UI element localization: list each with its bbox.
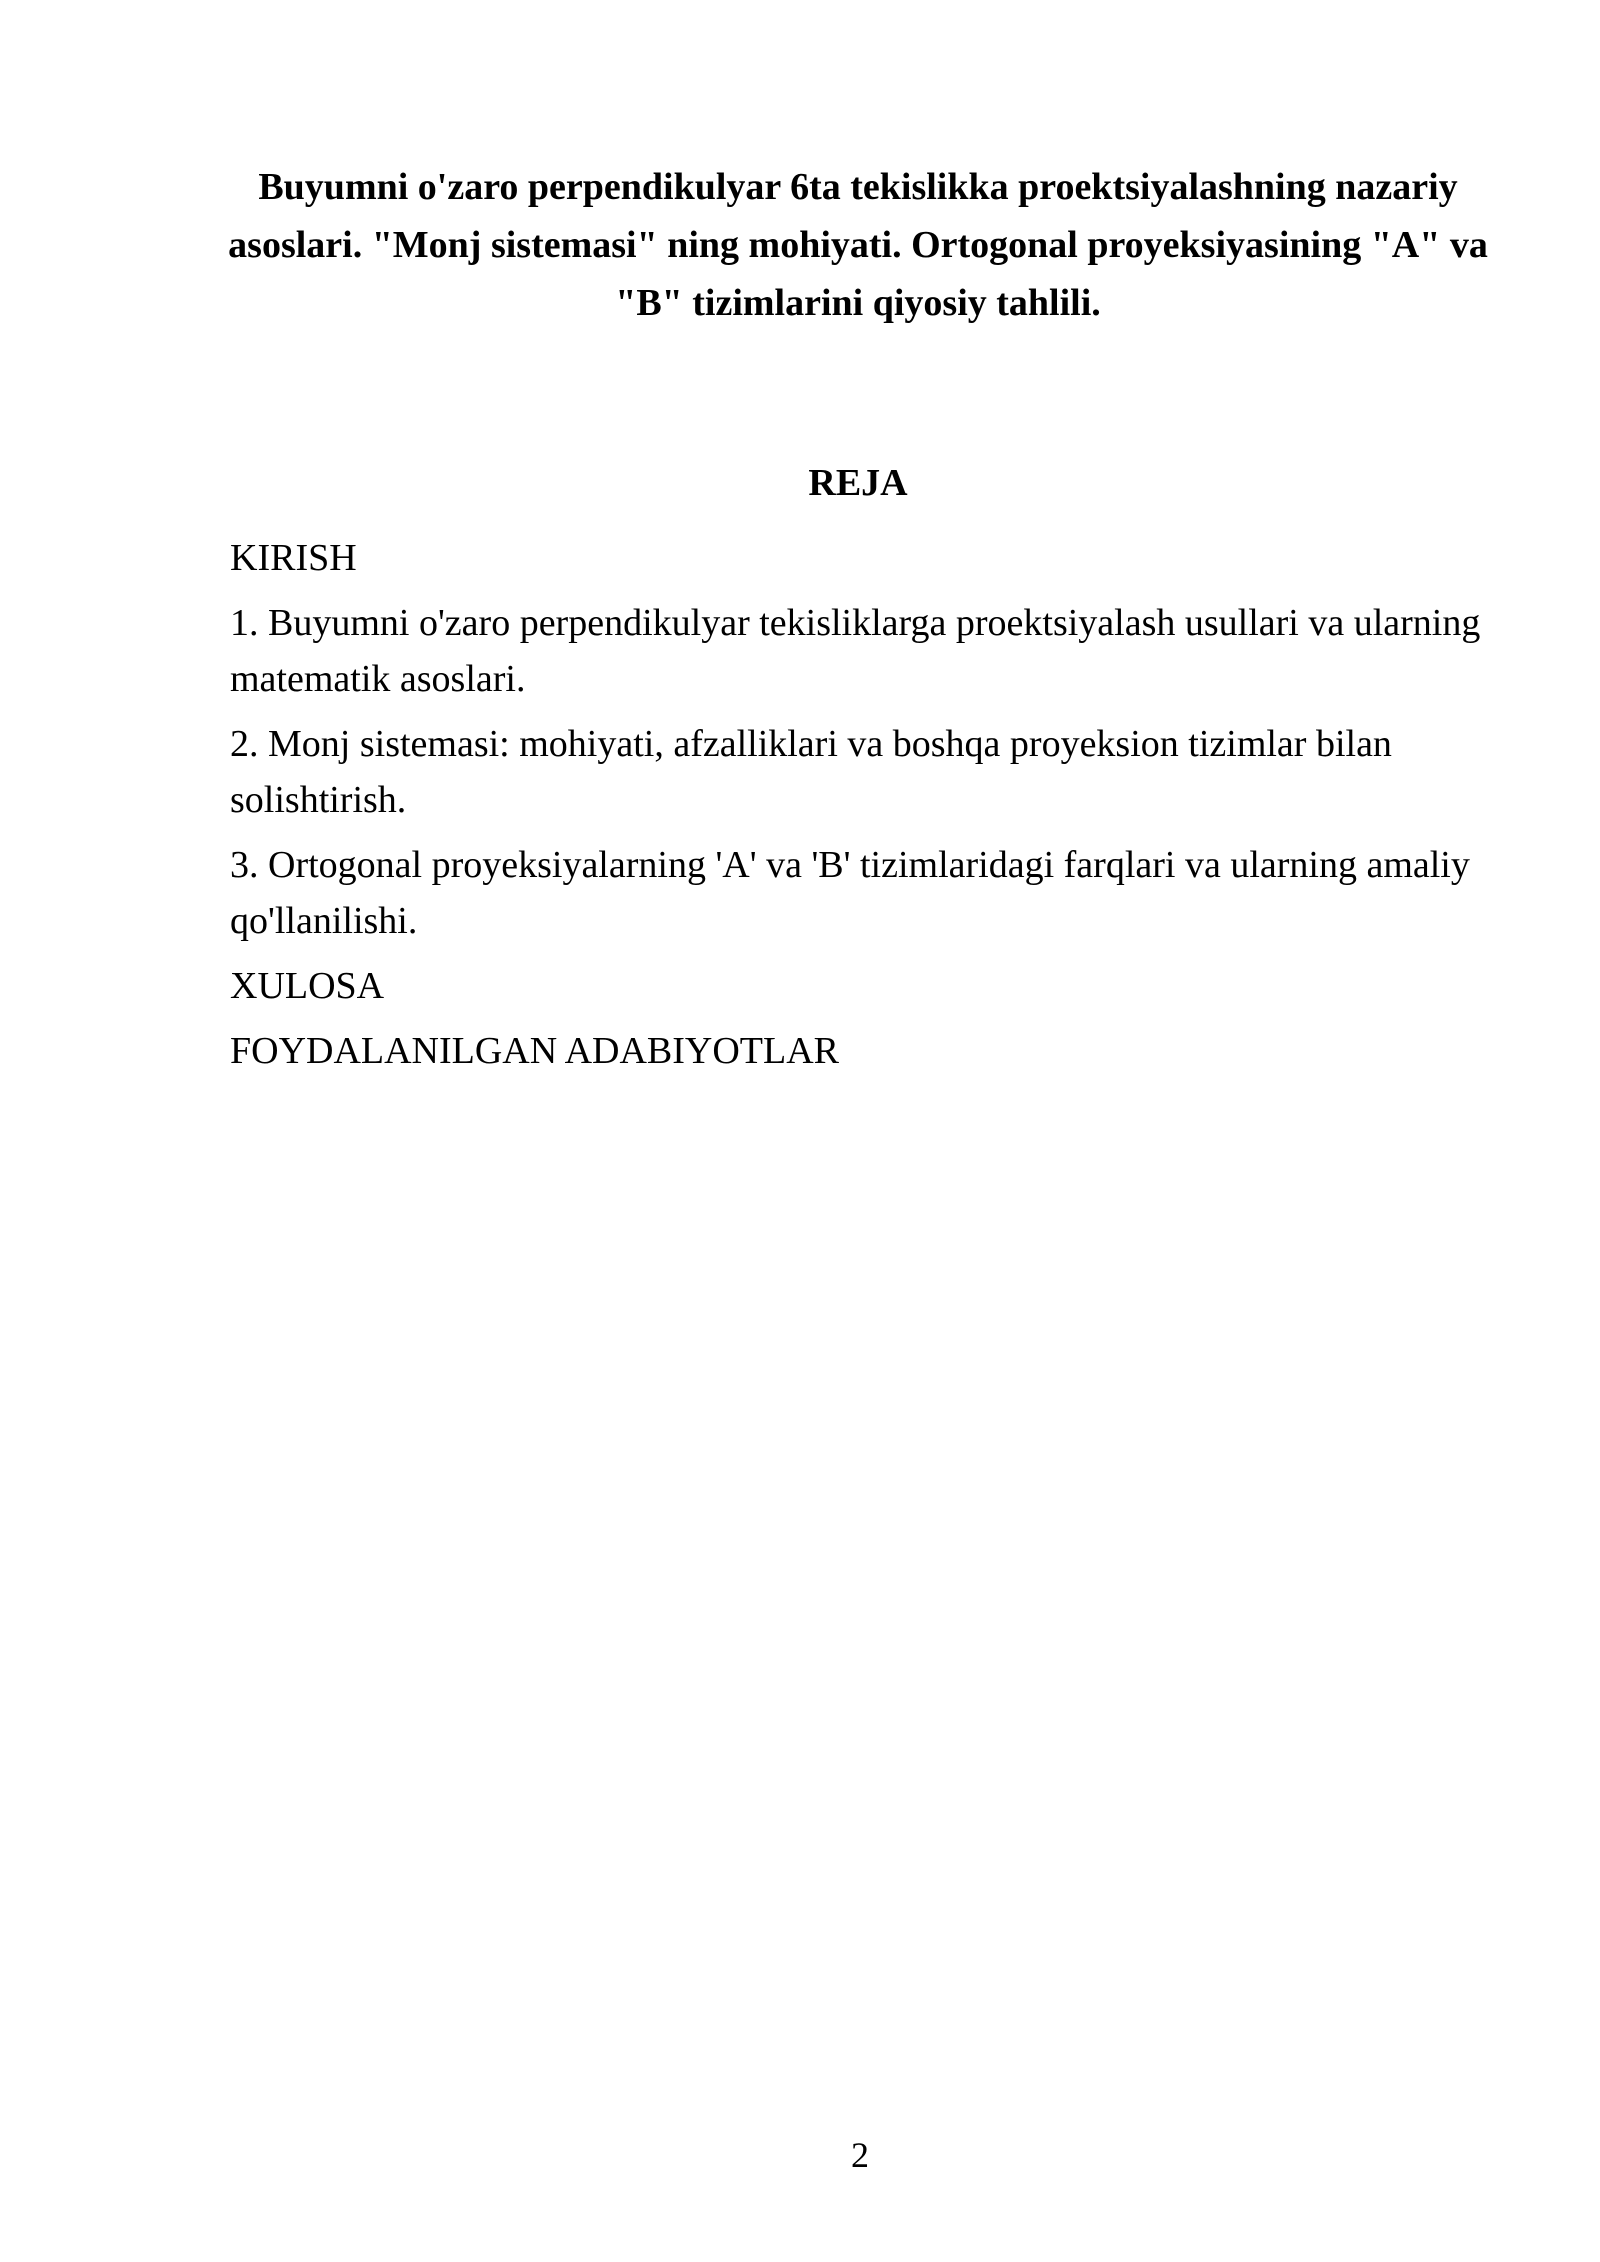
plan-item-introduction: KIRISH: [230, 537, 357, 579]
page-number: 2: [851, 2135, 869, 2175]
plan-item-conclusion: XULOSA: [230, 965, 385, 1007]
document-title: Buyumni o'zaro perpendikulyar 6ta tekislikka proektsiyalashning nazariy asoslari. "Monj sistemasi" ning mohiyati. Ortogonal proyeksiyasining "A" va "B" tizimlarini qiyosiy tahlili.: [228, 166, 1488, 324]
plan-item-references: FOYDALANILGAN ADABIYOTLAR: [230, 1030, 840, 1072]
plan-list: [230, 530, 1490, 1088]
plan-item-2: 2. Monj sistemasi: mohiyati, afzalliklari va boshqa proyeksion tizimlar bilan solishtirish.: [230, 723, 1392, 821]
plan-item-3: 3. Ortogonal proyeksiyalarning 'A' va 'B' tizimlaridagi farqlari va ularning amaliy qo'llanilishi.: [230, 844, 1470, 942]
plan-heading: REJA: [808, 462, 908, 504]
plan-item-1: 1. Buyumni o'zaro perpendikulyar tekisliklarga proektsiyalash usullari va ularning matematik asoslari.: [230, 602, 1481, 700]
